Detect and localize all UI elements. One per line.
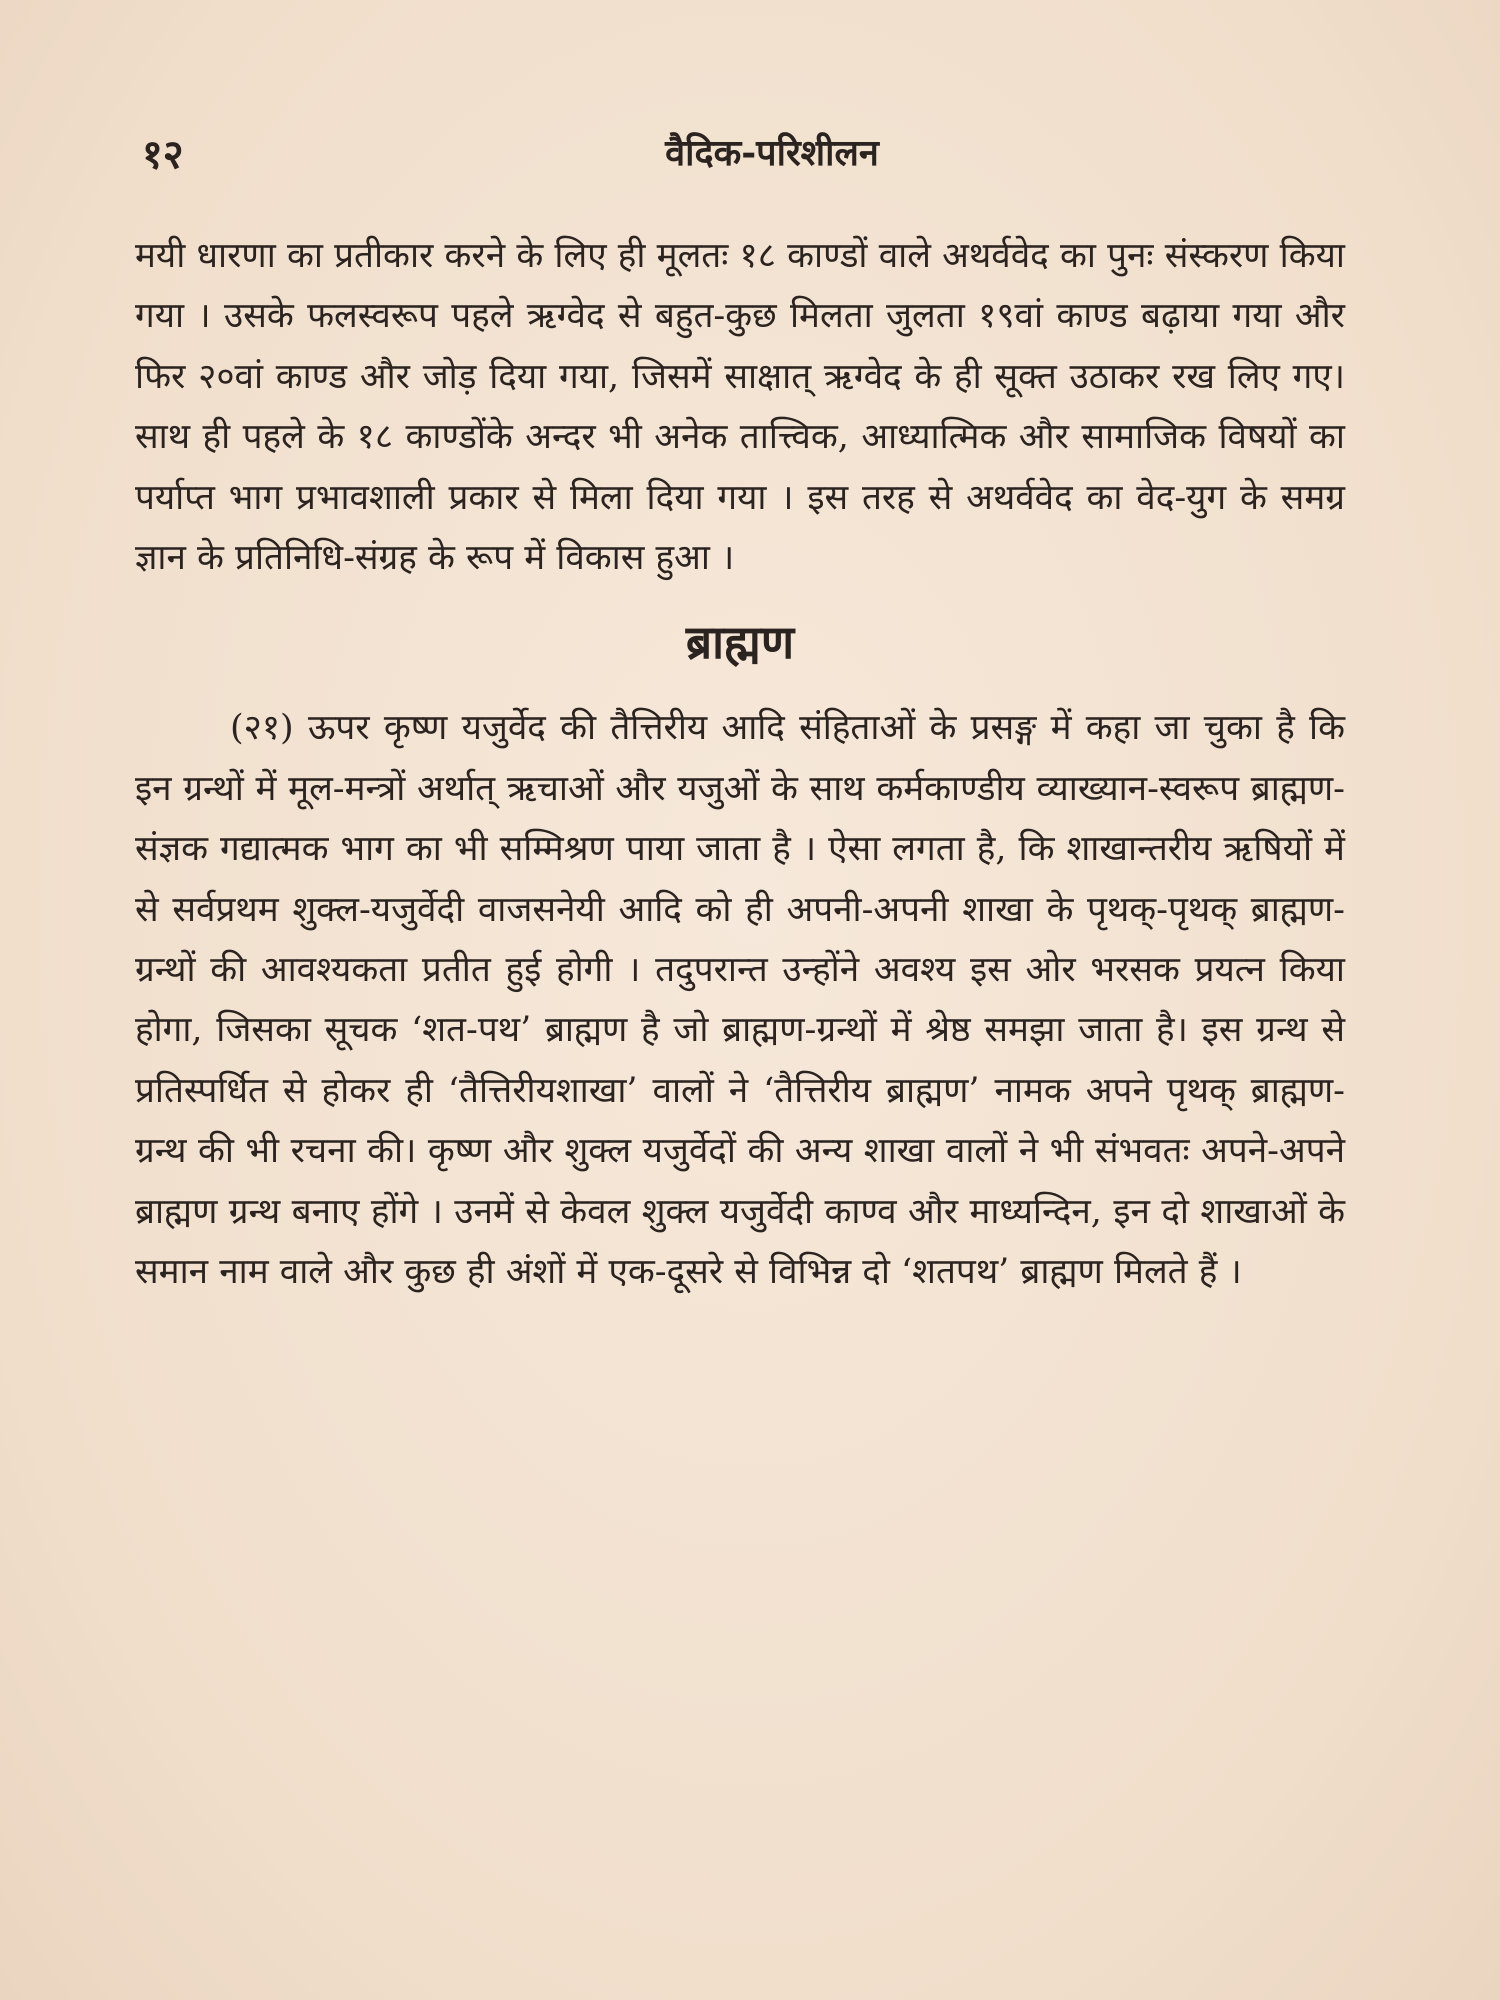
paragraph-continued: मयी धारणा का प्रतीकार करने के लिए ही मूलतः १८ काण्डों वाले अथर्ववेद का पुनः संस्करण किया गया । उसके फलस्वरूप पहले ऋग्वेद से बहुत-कुछ मिलता जुलता १९वां काण्ड बढ़ाया गया और फिर २०वां काण्ड और जोड़ दिया गया, जिसमें साक्षात् ऋग्वेद के ही सूक्त उठाकर रख लिए गए। साथ ही पहले के १८ काण्डोंके अन्दर भी अनेक तात्त्विक, आध्यात्मिक और सामाजिक विषयों का पर्याप्त भाग प्रभावशाली प्रकार से मिला दिया गया । इस तरह से अथर्ववेद का वेद-युग के समग्र ज्ञान के प्रतिनिधि-संग्रह के रूप में विकास हुआ । (135, 236, 1345, 579)
running-title: वैदिक-परिशीलन (665, 132, 879, 174)
paragraph-21: (२१) ऊपर कृष्ण यजुर्वेद की तैत्तिरीय आदि संहिताओं के प्रसङ्ग में कहा जा चुका है कि इन ग्रन्थों में मूल-मन्त्रों अर्थात् ऋचाओं और यजुओं के साथ कर्मकाण्डीय व्याख्यान-स्वरूप ब्राह्मण-संज्ञक गद्यात्मक भाग का भी सम्मिश्रण पाया जाता है । ऐसा लगता है, कि शाखान्तरीय ऋषियों में से सर्वप्रथम शुक्ल-यजुर्वेदी वाजसनेयी आदि को ही अपनी-अपनी शाखा के पृथक्-पृथक् ब्राह्मण-ग्रन्थों की आवश्यकता प्रतीत हुई होगी । तदुपरान्त उन्होंने अवश्य इस ओर भरसक प्रयत्न किया होगा, जिसका सूचक ‘शत-पथ’ ब्राह्मण है जो ब्राह्मण-ग्रन्थों में श्रेष्ठ समझा जाता है। इस ग्रन्थ से प्रतिस्पर्धित से होकर ही ‘तैत्तिरीयशाखा’ वालों ने ‘तैत्तिरीय ब्राह्मण’ नामक अपने पृथक् ब्राह्मण-ग्रन्थ की भी रचना की। कृष्ण और शुक्ल यजुर्वेदों की अन्य शाखा वालों ने भी संभवतः अपने-अपने ब्राह्मण ग्रन्थ बनाए होंगे । उनमें से केवल शुक्ल यजुर्वेदी काण्व और माध्यन्दिन, इन दो शाखाओं के समान नाम वाले और कुछ ही अंशों में एक-दूसरे से विभिन्न दो ‘शतपथ’ ब्राह्मण मिलते हैं । (135, 708, 1345, 1293)
section-heading: ब्राह्मण (685, 615, 795, 670)
page-header (142, 125, 1342, 185)
body-text (135, 226, 1345, 1303)
page-number: १२ (142, 131, 184, 178)
